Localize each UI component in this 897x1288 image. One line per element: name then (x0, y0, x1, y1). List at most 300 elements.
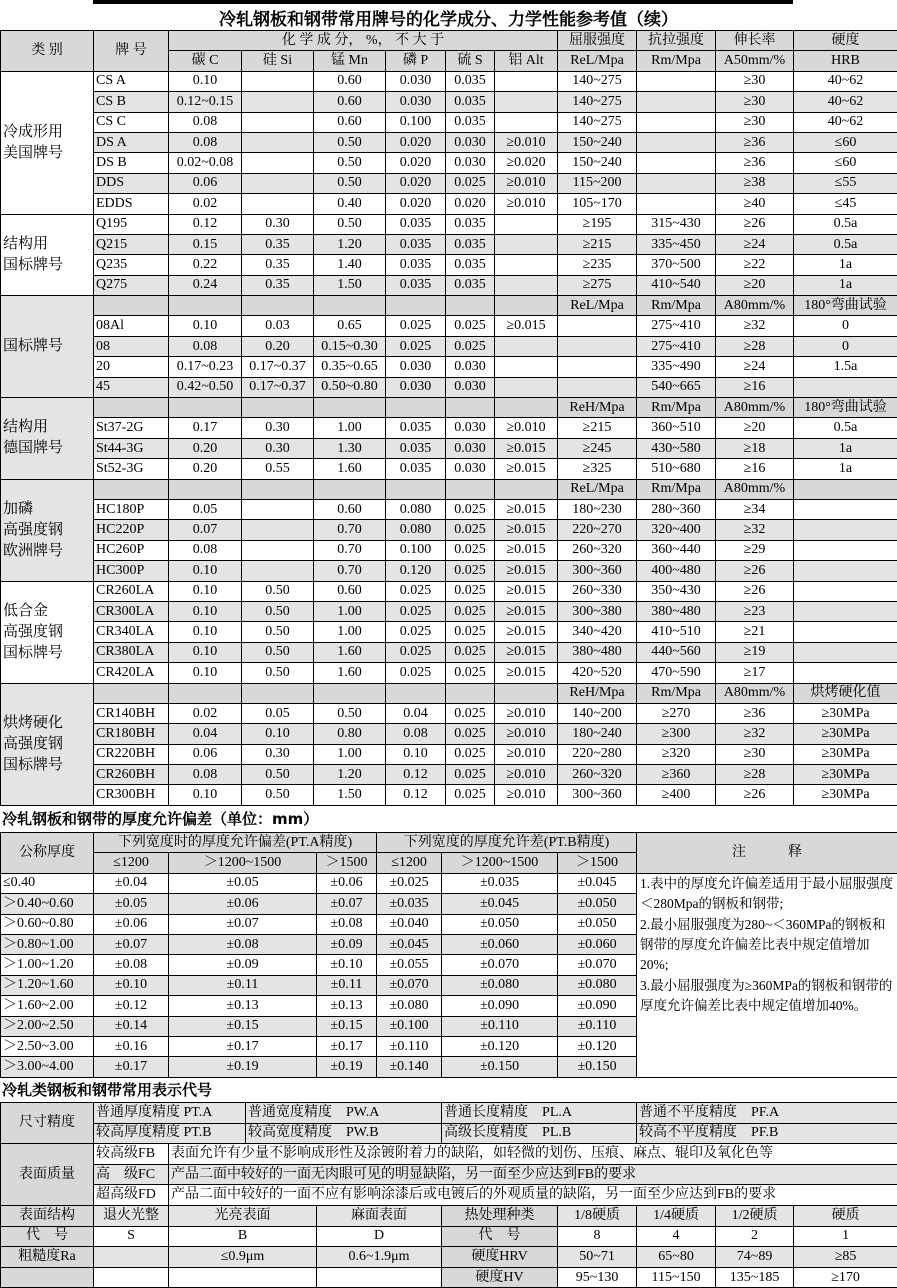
table-cell: 较高厚度精度 PT.B (94, 1123, 246, 1144)
value-cell: 105~170 (558, 194, 637, 214)
value-cell: 1a (794, 275, 897, 295)
value-cell: 0.025 (386, 663, 446, 683)
value-cell: 0.50 (314, 153, 386, 173)
table-cell: ±0.05 (94, 894, 169, 914)
table-cell: ±0.13 (169, 996, 317, 1016)
value-cell (495, 234, 558, 254)
value-cell: 0.50 (242, 663, 314, 683)
value-cell: 0.025 (446, 642, 495, 662)
value-cell: 0.080 (386, 520, 446, 540)
value-cell: 380~480 (637, 601, 716, 621)
value-cell: ≥0.010 (495, 703, 558, 723)
value-cell: 0.50 (242, 601, 314, 621)
subheader-cell (794, 479, 897, 499)
table-cell: ±0.140 (377, 1057, 442, 1077)
value-cell: ≥22 (716, 255, 794, 275)
value-cell: ≥30MPa (794, 744, 897, 764)
value-cell: ≥40 (716, 194, 794, 214)
value-cell: 470~590 (637, 663, 716, 683)
grade-name: CR140BH (94, 703, 169, 723)
value-cell (794, 642, 897, 662)
code-row (1, 1267, 897, 1288)
value-cell: 0.17 (169, 418, 242, 438)
value-cell: ≥360 (637, 765, 716, 785)
value-cell (794, 663, 897, 683)
table-cell: ±0.12 (94, 996, 169, 1016)
value-cell: 1.00 (314, 622, 386, 642)
value-cell: ≥195 (558, 214, 637, 234)
header-cell: 伸长率 (716, 31, 794, 51)
value-cell: ≥34 (716, 499, 794, 519)
value-cell: ≥0.015 (495, 540, 558, 560)
value-cell: 0.035 (386, 234, 446, 254)
table-cell: ±0.150 (442, 1057, 558, 1077)
grade-row (1, 153, 897, 173)
value-cell (242, 194, 314, 214)
grade-row (1, 724, 897, 744)
table-cell: ±0.10 (94, 975, 169, 995)
grade-row (1, 173, 897, 193)
table-cell: 50~71 (558, 1247, 637, 1268)
value-cell (242, 520, 314, 540)
grade-row (1, 418, 897, 438)
value-cell: 0.5a (794, 418, 897, 438)
category-cell: 加磷 高强度钢 欧洲牌号 (1, 479, 94, 581)
value-cell: 410~540 (637, 275, 716, 295)
value-cell: ≥400 (637, 785, 716, 805)
category-cell: 冷成形用 美国牌号 (1, 71, 94, 214)
grade-row (1, 438, 897, 458)
page-title: 冷轧钢板和钢带常用牌号的化学成分、力学性能参考值（续） (219, 10, 678, 30)
value-cell: 0.02 (169, 194, 242, 214)
subheader-cell (446, 683, 495, 703)
value-cell: 0.035 (446, 255, 495, 275)
table-cell: ≤0.40 (1, 873, 94, 893)
value-cell: ≥0.010 (495, 744, 558, 764)
grade-name: CR260LA (94, 581, 169, 601)
table-cell: 光亮表面 (169, 1205, 317, 1226)
subheader-cell: Rm/Mpa (637, 479, 716, 499)
value-cell: 0.20 (169, 438, 242, 458)
value-cell: 315~430 (637, 214, 716, 234)
subheader-cell: 180°弯曲试验 (794, 296, 897, 316)
value-cell: 0.05 (169, 499, 242, 519)
value-cell: ≥30MPa (794, 724, 897, 744)
value-cell: ≤60 (794, 153, 897, 173)
notes-header: 注 释 (637, 833, 897, 874)
value-cell (637, 153, 716, 173)
table-cell: 普通厚度精度 PT.A (94, 1103, 246, 1124)
table-cell: ±0.100 (377, 1016, 442, 1036)
grade-name: HC180P (94, 499, 169, 519)
grade-name: St37-2G (94, 418, 169, 438)
category-cell: 低合金 高强度钢 国标牌号 (1, 581, 94, 683)
value-cell: 0.15 (169, 234, 242, 254)
grade-name: CR420LA (94, 663, 169, 683)
value-cell: 0.60 (314, 581, 386, 601)
table-cell: ±0.025 (377, 873, 442, 893)
table-cell: 1 (794, 1226, 897, 1247)
value-cell: 0.65 (314, 316, 386, 336)
value-cell: 0.70 (314, 561, 386, 581)
value-cell: 0.025 (446, 499, 495, 519)
value-cell (242, 132, 314, 152)
value-cell: 0.025 (386, 316, 446, 336)
value-cell: ≥0.015 (495, 459, 558, 479)
subheader-cell (495, 683, 558, 703)
value-cell: 0.03 (242, 316, 314, 336)
value-cell: ≥0.015 (495, 622, 558, 642)
table-cell: ±0.14 (94, 1016, 169, 1036)
table-cell: ＞1.60~2.00 (1, 996, 94, 1016)
table-cell: 8 (558, 1226, 637, 1247)
subheader-cell (314, 296, 386, 316)
table-cell: ＞1.20~1.60 (1, 975, 94, 995)
subheader-cell: ReL/Mpa (558, 479, 637, 499)
value-cell: 0.10 (386, 744, 446, 764)
value-cell: 1a (794, 255, 897, 275)
grade-name: CR260BH (94, 765, 169, 785)
value-cell: 0.10 (169, 316, 242, 336)
subheader-cell: A80mm/% (716, 683, 794, 703)
value-cell: ≥28 (716, 765, 794, 785)
value-cell: 0.100 (386, 112, 446, 132)
value-cell (794, 561, 897, 581)
value-cell: ≥30 (716, 744, 794, 764)
value-cell: 0.035 (446, 214, 495, 234)
value-cell: 180~230 (558, 499, 637, 519)
value-cell: 0.35 (242, 255, 314, 275)
value-cell: ≥30 (716, 71, 794, 91)
value-cell: ≥235 (558, 255, 637, 275)
value-cell: 440~560 (637, 642, 716, 662)
table-cell: ±0.17 (169, 1036, 317, 1056)
value-cell: 0.5a (794, 234, 897, 254)
value-cell: 1.60 (314, 663, 386, 683)
grade-row (1, 765, 897, 785)
table-cell: ±0.17 (94, 1057, 169, 1077)
grade-name: DS A (94, 132, 169, 152)
subheader-cell: ReH/Mpa (558, 683, 637, 703)
header-chemistry: 化 学 成 分， %， 不 大 于 (169, 31, 558, 51)
grade-row (1, 642, 897, 662)
value-cell: ≥0.015 (495, 581, 558, 601)
table-cell: ±0.08 (94, 955, 169, 975)
value-cell: 0.035 (446, 112, 495, 132)
value-cell: 260~320 (558, 540, 637, 560)
value-cell: ≥0.010 (495, 132, 558, 152)
grade-row (1, 561, 897, 581)
value-cell: 0.025 (386, 622, 446, 642)
grade-name: 20 (94, 357, 169, 377)
value-cell: 0.02~0.08 (169, 153, 242, 173)
header-cell: 硅 Si (242, 51, 314, 71)
table-cell: ±0.045 (442, 894, 558, 914)
value-cell: 275~410 (637, 316, 716, 336)
table-cell: ＞1500 (558, 853, 637, 873)
grade-name: CR340LA (94, 622, 169, 642)
value-cell: 0.17~0.37 (242, 377, 314, 397)
top-rule (93, 0, 793, 4)
value-cell (558, 316, 637, 336)
table-cell: ±0.120 (558, 1036, 637, 1056)
value-cell: 0.100 (386, 540, 446, 560)
subheader-cell (169, 479, 242, 499)
value-cell: ≥30MPa (794, 765, 897, 785)
value-cell: ≤60 (794, 132, 897, 152)
category-cell: 烘烤硬化 高强度钢 国标牌号 (1, 683, 94, 805)
value-cell: 0.025 (446, 622, 495, 642)
value-cell (794, 622, 897, 642)
value-cell: ≥18 (716, 438, 794, 458)
table-cell: ±0.19 (169, 1057, 317, 1077)
value-cell: 0.020 (386, 132, 446, 152)
value-cell (794, 540, 897, 560)
table-cell: ±0.040 (377, 914, 442, 934)
subheader-cell (386, 479, 446, 499)
table-cell: 较高宽度精度 PW.B (246, 1123, 442, 1144)
value-cell: ≥0.010 (495, 418, 558, 438)
value-cell: 0.030 (386, 357, 446, 377)
value-cell: 260~320 (558, 765, 637, 785)
table-cell: ±0.11 (169, 975, 317, 995)
value-cell: 0.04 (386, 703, 446, 723)
grade-name: CR380LA (94, 642, 169, 662)
value-cell: ≥215 (558, 234, 637, 254)
grade-name: HC260P (94, 540, 169, 560)
value-cell: 0.50 (242, 785, 314, 805)
value-cell: 0.50 (242, 642, 314, 662)
grade-name: HC220P (94, 520, 169, 540)
subheader-cell (386, 683, 446, 703)
subheader-cell (495, 296, 558, 316)
value-cell: 0.025 (446, 724, 495, 744)
table-cell: 较高级FB (94, 1144, 169, 1165)
table-cell: ±0.110 (377, 1036, 442, 1056)
table-cell: ±0.060 (442, 934, 558, 954)
grade-row (1, 316, 897, 336)
value-cell: 280~360 (637, 499, 716, 519)
value-cell: ≥26 (716, 214, 794, 234)
value-cell: ≥28 (716, 336, 794, 356)
value-cell: 220~270 (558, 520, 637, 540)
table-cell: ±0.045 (558, 873, 637, 893)
subheader-cell (495, 398, 558, 418)
value-cell: 0.025 (446, 561, 495, 581)
value-cell (558, 377, 637, 397)
value-cell: ≥26 (716, 785, 794, 805)
value-cell: 0.06 (169, 744, 242, 764)
table-cell: 135~185 (716, 1267, 794, 1288)
table-cell: 1/8硬质 (558, 1205, 637, 1226)
value-cell: 180~240 (558, 724, 637, 744)
value-cell: 0.50 (242, 765, 314, 785)
value-cell: ≥0.015 (495, 499, 558, 519)
subheader-cell (94, 296, 169, 316)
value-cell: 400~480 (637, 561, 716, 581)
value-cell: 0.12 (386, 785, 446, 805)
value-cell: 0.80 (314, 724, 386, 744)
value-cell: ≤45 (794, 194, 897, 214)
header-cell: ReL/Mpa (558, 51, 637, 71)
value-cell: 0.50 (314, 132, 386, 152)
header-brand: 牌 号 (94, 31, 169, 72)
table-cell: 1/2硬质 (716, 1205, 794, 1226)
value-cell: 0.035 (386, 255, 446, 275)
subheader-cell: ReL/Mpa (558, 296, 637, 316)
table-cell: ＞3.00~4.00 (1, 1057, 94, 1077)
subheader-cell (386, 296, 446, 316)
value-cell: 0.22 (169, 255, 242, 275)
value-cell: ≥24 (716, 357, 794, 377)
value-cell: 0.120 (386, 561, 446, 581)
value-cell: 1a (794, 438, 897, 458)
value-cell: 0.025 (446, 744, 495, 764)
grade-row (1, 275, 897, 295)
grade-row (1, 357, 897, 377)
subheader-cell (94, 683, 169, 703)
category-cell: 结构用 国标牌号 (1, 214, 94, 296)
grade-name: St52-3G (94, 459, 169, 479)
header-cell: 铝 Alt (495, 51, 558, 71)
value-cell: 0.030 (386, 92, 446, 112)
grade-name: DS B (94, 153, 169, 173)
value-cell: 0.35~0.65 (314, 357, 386, 377)
value-cell (242, 71, 314, 91)
subheader-cell (495, 479, 558, 499)
table-cell: 高级长度精度 PL.B (442, 1123, 637, 1144)
value-cell: 275~410 (637, 336, 716, 356)
value-cell: 0.50 (314, 703, 386, 723)
table-cell: ±0.05 (169, 873, 317, 893)
header-cell: 抗拉强度 (637, 31, 716, 51)
table-cell: ±0.035 (377, 894, 442, 914)
table-cell: 115~150 (637, 1267, 716, 1288)
value-cell: ≥0.010 (495, 765, 558, 785)
table-cell: ±0.15 (317, 1016, 377, 1036)
table-cell: 代 号 (1, 1226, 94, 1247)
code-row (1, 1205, 897, 1226)
value-cell: 300~360 (558, 785, 637, 805)
value-cell: 360~510 (637, 418, 716, 438)
category-cell: 结构用 德国牌号 (1, 398, 94, 480)
table-cell: ±0.08 (317, 914, 377, 934)
grade-row (1, 194, 897, 214)
table-cell: ±0.06 (317, 873, 377, 893)
size-row (1, 1123, 897, 1144)
grade-row (1, 540, 897, 560)
table-cell: ±0.07 (317, 894, 377, 914)
value-cell: 0.025 (446, 785, 495, 805)
value-cell: ≥24 (716, 234, 794, 254)
subheader-cell: Rm/Mpa (637, 398, 716, 418)
value-cell: 340~420 (558, 622, 637, 642)
value-cell (558, 336, 637, 356)
size-label: 尺寸精度 (1, 1103, 94, 1144)
table-cell: ±0.11 (317, 975, 377, 995)
table-cell: ±0.06 (94, 914, 169, 934)
value-cell (242, 499, 314, 519)
value-cell: 150~240 (558, 153, 637, 173)
value-cell: 0.025 (446, 336, 495, 356)
table-cell: 95~130 (558, 1267, 637, 1288)
grade-row (1, 744, 897, 764)
table-cell: 公称厚度 (1, 833, 94, 874)
table-cell: ≤1200 (377, 853, 442, 873)
value-cell (242, 112, 314, 132)
value-cell (794, 581, 897, 601)
table-cell: ±0.09 (169, 955, 317, 975)
value-cell: 1.40 (314, 255, 386, 275)
table-cell: 表面允许有少量不影响成形性及涂镀附着力的缺陷，如轻微的划伤、压痕、麻点、辊印及氧化色等 (169, 1144, 897, 1165)
grade-name: CR300BH (94, 785, 169, 805)
value-cell: ≥19 (716, 642, 794, 662)
value-cell: 40~62 (794, 92, 897, 112)
subheader-cell (169, 398, 242, 418)
value-cell: 0.08 (169, 540, 242, 560)
value-cell: 0.10 (242, 724, 314, 744)
value-cell: ≤55 (794, 173, 897, 193)
value-cell: 0.035 (446, 275, 495, 295)
table-cell: ±0.090 (558, 996, 637, 1016)
grade-name: CS C (94, 112, 169, 132)
table-cell: 硬质 (794, 1205, 897, 1226)
subheader-row (1, 398, 897, 418)
value-cell: ≥325 (558, 459, 637, 479)
subheader-cell (446, 398, 495, 418)
table-cell: ≤0.9μm (169, 1247, 317, 1268)
grade-row (1, 601, 897, 621)
grade-row (1, 581, 897, 601)
value-cell: 0.5a (794, 214, 897, 234)
value-cell: 0.12~0.15 (169, 92, 242, 112)
value-cell: 0.035 (386, 459, 446, 479)
grade-name: Q195 (94, 214, 169, 234)
grade-name: Q275 (94, 275, 169, 295)
value-cell: 0.025 (446, 173, 495, 193)
value-cell: 0.030 (446, 418, 495, 438)
value-cell: 0.08 (169, 336, 242, 356)
value-cell: 0.50 (314, 214, 386, 234)
table-cell: 超高级FD (94, 1185, 169, 1206)
value-cell: 1.20 (314, 234, 386, 254)
value-cell: 540~665 (637, 377, 716, 397)
value-cell: 1.00 (314, 744, 386, 764)
value-cell: 0.025 (446, 663, 495, 683)
table-cell: ±0.090 (442, 996, 558, 1016)
value-cell: 300~360 (558, 561, 637, 581)
value-cell: 0.24 (169, 275, 242, 295)
table-cell (94, 1247, 169, 1268)
subheader-cell (386, 398, 446, 418)
value-cell (495, 255, 558, 275)
table-cell: ±0.045 (377, 934, 442, 954)
value-cell: ≥16 (716, 377, 794, 397)
value-cell: 0.42~0.50 (169, 377, 242, 397)
grade-name: DDS (94, 173, 169, 193)
value-cell: ≥0.015 (495, 520, 558, 540)
value-cell: 420~520 (558, 663, 637, 683)
table-cell: ±0.070 (377, 975, 442, 995)
table-cell: ≥85 (794, 1247, 897, 1268)
grade-row (1, 132, 897, 152)
subheader-cell (169, 296, 242, 316)
value-cell: 360~440 (637, 540, 716, 560)
table-cell: 4 (637, 1226, 716, 1247)
value-cell: 0.035 (386, 275, 446, 295)
value-cell (495, 112, 558, 132)
table-cell: ±0.13 (317, 996, 377, 1016)
